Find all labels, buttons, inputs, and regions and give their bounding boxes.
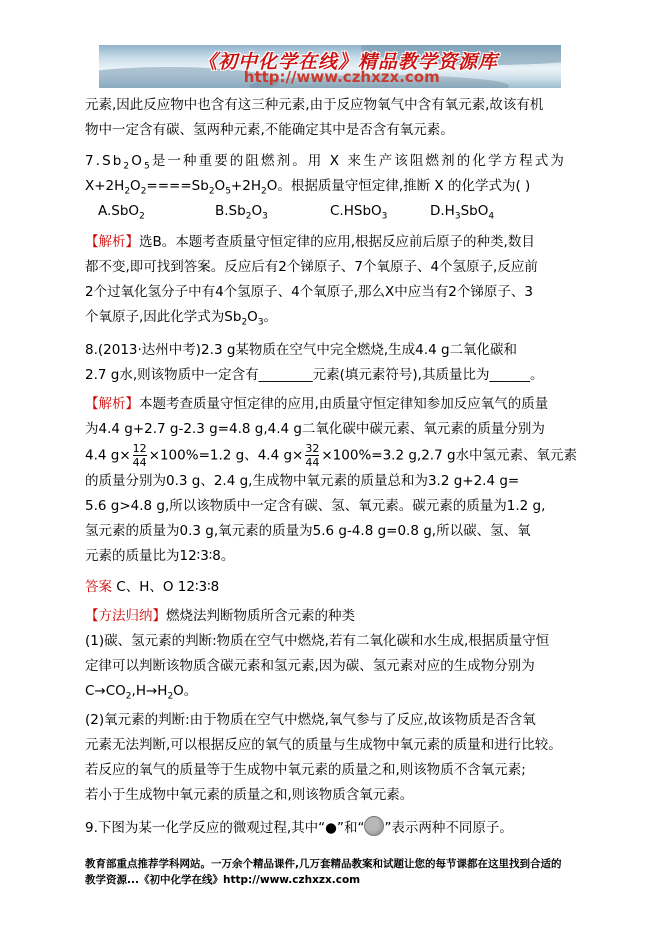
method-p1-line-1: (1)碳、氢元素的判断:物质在空气中燃烧,若有二氧化碳和水生成,根据质量守恒: [85, 633, 550, 649]
fraction: $\frac{12}{44}$: [132, 442, 147, 469]
analysis-7-line-4: 个氧原子,因此化学式为$Sb_2O_3$。: [85, 309, 278, 328]
analysis-8-line-5: 5.6 g>4.8 g,所以该物质中一定含有碳、氢、氧元素。碳元素的质量为1.2 g,: [85, 498, 546, 514]
question-8-line-1: 8.(2013·达州中考)2.3 g某物质在空气中完全燃烧,生成4.4 g二氧化碳和: [85, 342, 518, 358]
option-b: $B.Sb_2O_3$: [215, 203, 268, 222]
question-7-stem: $7.Sb_2O_5$是一种重要的阻燃剂。用 X 来生产该阻燃剂的化学方程式为: [85, 153, 566, 172]
analysis-8-line-2: 为4.4 g+2.7 g-2.3 g=4.8 g,4.4 g二氧化碳中碳元素、氧元素的质量分别为: [85, 421, 545, 437]
gray-atom-icon: [364, 816, 384, 836]
question-8-line-2: 2.7 g水,则该物质中一定含有________元素(填元素符号),其质量比为______。: [85, 367, 544, 383]
site-banner: [99, 45, 561, 88]
subscript: 3: [381, 211, 388, 222]
document-body: [85, 93, 578, 841]
subscript: 5: [143, 161, 152, 172]
footer-line-1: 教育部重点推荐学科网站。一万余个精品课件,几万套精品教案和试题让您的每节课都在这里找到合适的: [85, 858, 562, 870]
intro-line-1: 元素,因此反应物中也含有这三种元素,由于反应物氧气中含有氧元素,故该有机: [85, 97, 544, 113]
subscript: 4: [488, 211, 495, 222]
subscript: 2: [139, 211, 145, 222]
page-footer: [85, 856, 575, 888]
method-p1-line-3: $C\to CO_2,H\to H_2O$。: [85, 683, 198, 702]
option-a: A.SbO$_2$: [98, 203, 145, 222]
section-label: 【方法归纳】: [85, 608, 166, 624]
analysis-8-line-1: 【解析】本题考查质量守恒定律的应用,由质量守恒定律知参加反应氧气的质量: [85, 396, 549, 412]
subscript: 2: [208, 186, 215, 197]
subscript: 2: [124, 186, 131, 197]
analysis-7-line-3: 2个过氧化氢分子中有4个氢原子、4个氧原子,那么X中应当有2个锑原子、3: [85, 284, 533, 300]
question-7-options-row: [85, 199, 563, 224]
analysis-8-line-3: 4.4 g× $\frac{12}{44}$ ×100%=1.2 g、4.4 g× $\frac{32}{44}$ ×100%=3.2 g,2.7 g水中氢元素、氧元素: [85, 442, 578, 469]
subscript: 3: [262, 211, 268, 222]
analysis-7-line-2: 都不变,即可找到答案。反应后有2个锑原子、7个氧原子、4个氢原子,反应前: [85, 259, 538, 275]
subscript: 2: [140, 186, 147, 197]
analysis-7-line-1: 【解析】选B。本题考查质量守恒定律的应用,根据反应前后原子的种类,数目: [85, 234, 535, 250]
footer-line-2: 教学资源...《初中化学在线》http://www.czhxzx.com: [85, 874, 361, 886]
section-label: 答案: [85, 579, 112, 595]
method-p2-line-3: 若反应的氧气的质量等于生成物中氧元素的质量之和,则该物质不含氧元素;: [85, 762, 526, 778]
option-c: C.HSbO$_3$: [330, 203, 388, 222]
method-p1-line-2: 定律可以判断该物质含碳元素和氢元素,因为碳、氢元素对应的生成物分别为: [85, 658, 535, 674]
method-p2-line-2: 元素无法判断,可以根据反应的氧气的质量与生成物中氧元素的质量和进行比较。: [85, 737, 562, 753]
banner-title: 《初中化学在线》精品教学资源库: [197, 51, 499, 73]
intro-line-2: 物中一定含有碳、氢两种元素,不能确定其中是否含有氧元素。: [85, 122, 454, 138]
method-p2-line-4: 若小于生成物中氧元素的质量之和,则该物质含氧元素。: [85, 787, 414, 803]
section-label: 【解析】: [85, 234, 139, 250]
subscript: 3: [454, 211, 461, 222]
subscript: 2: [260, 186, 267, 197]
subscript: 2: [125, 691, 132, 702]
subscript: 2: [123, 161, 132, 172]
subscript: 5: [225, 186, 231, 197]
subscript: 2: [241, 317, 248, 328]
analysis-8-line-7: 元素的质量比为12∶3∶8。: [85, 548, 235, 564]
fraction: $\frac{32}{44}$: [305, 442, 320, 469]
answer-8-line: 答案 C、H、O 12∶3∶8: [85, 579, 220, 595]
subscript: 3: [257, 317, 264, 328]
option-d: $D.H_3SbO_4$: [430, 203, 495, 222]
subscript: 2: [167, 691, 174, 702]
section-label: 【解析】: [85, 396, 139, 412]
method-summary-title: 【方法归纳】燃烧法判断物质所含元素的种类: [85, 608, 355, 624]
analysis-8-line-6: 氢元素的质量为0.3 g,氧元素的质量为5.6 g-4.8 g=0.8 g,所以碳、氢、氧: [85, 523, 531, 539]
banner-url[interactable]: http://www.czhxzx.com: [243, 68, 440, 86]
analysis-8-line-4: 的质量分别为0.3 g、2.4 g,生成物中氧元素的质量总和为3.2 g+2.4 g=: [85, 473, 520, 489]
subscript: 2: [245, 211, 252, 222]
question-7-equation: $X+2H_2O_2====Sb_2O_5+2H_2O$。根据质量守恒定律,推断 X 的化学式为( ): [85, 178, 531, 197]
question-9-line: 9.下图为某一化学反应的微观过程,其中“●”和“ ”表示两种不同原子。: [85, 816, 563, 841]
method-p2-line-1: (2)氧元素的判断:由于物质在空气中燃烧,氧气参与了反应,故该物质是否含氧: [85, 712, 536, 728]
